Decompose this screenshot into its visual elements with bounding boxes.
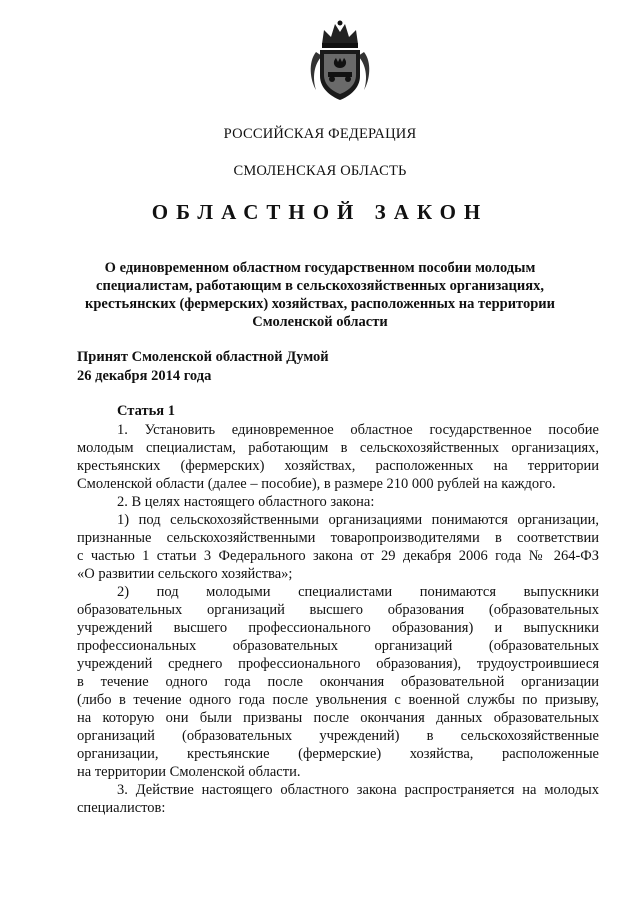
paragraph-line: «О развитии сельского хозяйства»;: [77, 566, 293, 582]
paragraph-line: образовательных организаций высшего образования (образовательных: [77, 602, 599, 618]
law-title-line: Смоленской области: [252, 314, 388, 330]
paragraph-line: с частью 1 статьи 3 Федерального закона от 29 декабря 2006 года № 264-ФЗ: [77, 548, 599, 564]
paragraph-line: учреждений высшего профессионального образования) и выпускники: [77, 620, 599, 636]
paragraph-line: организации, крестьянские (фермерские) хозяйства, расположенные: [77, 746, 599, 762]
paragraph-line: молодым специалистам, работающим в сельскохозяйственных организациях,: [77, 440, 599, 456]
adoption-line: Принят Смоленской областной Думой: [77, 349, 329, 365]
paragraph-line: на которую они были призваны после окончания данных образовательных: [77, 710, 599, 726]
document-type-heading: ОБЛАСТНОЙ ЗАКОН: [151, 200, 489, 224]
paragraph-line: 1. Установить единовременное областное государственное пособие: [117, 422, 599, 438]
adoption-date: 26 декабря 2014 года: [77, 368, 212, 384]
paragraph-line: 1) под сельскохозяйственными организациями понимаются организации,: [117, 512, 599, 528]
law-title-line: крестьянских (фермерских) хозяйствах, расположенных на территории: [84, 296, 556, 312]
smolensk-coat-of-arms-icon: [302, 18, 378, 102]
paragraph-line: признанные сельскохозяйственными товаропроизводителями в соответствии: [77, 530, 599, 546]
paragraph-line: организаций (образовательных учреждений) в сельскохозяйственные: [77, 728, 599, 744]
header-country: РОССИЙСКАЯ ФЕДЕРАЦИЯ: [223, 126, 417, 142]
paragraph-line: (либо в течение одного года после увольнения с военной службы по призыву,: [77, 692, 599, 708]
header-region: СМОЛЕНСКАЯ ОБЛАСТЬ: [233, 163, 407, 179]
paragraph-line: профессиональных образовательных организаций (образовательных: [77, 638, 599, 654]
paragraph-line: на территории Смоленской области.: [77, 764, 301, 780]
paragraph-line: в течение одного года после окончания образовательной организации: [77, 674, 599, 690]
paragraph-line: специалистов:: [77, 800, 166, 816]
paragraph-line: 2) под молодыми специалистами понимаются выпускники: [117, 584, 599, 600]
law-title-line: специалистам, работающим в сельскохозяйственных организациях,: [96, 278, 544, 294]
law-title-line: О единовременном областном государственном пособии молодым: [104, 260, 536, 276]
paragraph-line: 2. В целях настоящего областного закона:: [117, 494, 375, 510]
paragraph-line: крестьянских (фермерских) хозяйствах, расположенных на территории: [77, 458, 599, 474]
paragraph-line: 3. Действие настоящего областного закона распространяется на молодых: [117, 782, 599, 798]
article-heading: Статья 1: [117, 403, 175, 419]
paragraph-line: Смоленской области (далее – пособие), в размере 210 000 рублей на каждого.: [77, 476, 556, 492]
paragraph-line: учреждений среднего профессионального образования), трудоустроившиеся: [77, 656, 599, 672]
